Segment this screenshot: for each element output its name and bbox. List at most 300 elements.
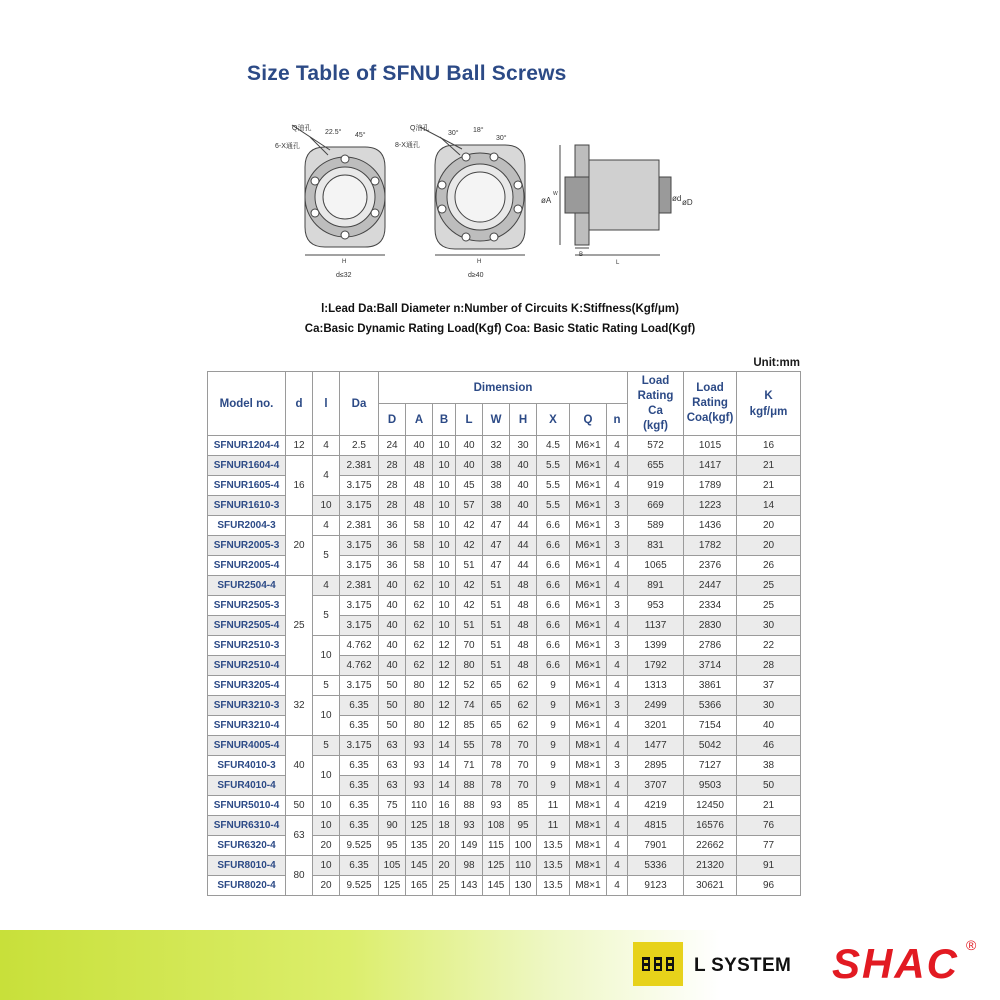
cell-l: 143 bbox=[456, 876, 483, 896]
cell-q: M8×1 bbox=[570, 856, 607, 876]
cell-ca: 2895 bbox=[628, 756, 684, 776]
cell-model: SFUR2004-3 bbox=[208, 516, 286, 536]
cell-d: 40 bbox=[379, 596, 406, 616]
cell-x: 6.6 bbox=[537, 656, 570, 676]
cell-x: 5.5 bbox=[537, 476, 570, 496]
cell-h: 130 bbox=[510, 876, 537, 896]
cell-a: 165 bbox=[406, 876, 433, 896]
cell-h: 62 bbox=[510, 716, 537, 736]
cell-model: SFUR8020-4 bbox=[208, 876, 286, 896]
cell-l: 20 bbox=[313, 876, 340, 896]
cell-a: 62 bbox=[406, 656, 433, 676]
cell-model: SFNUR3210-3 bbox=[208, 696, 286, 716]
cell-n: 4 bbox=[607, 676, 628, 696]
cell-l: 55 bbox=[456, 736, 483, 756]
cell-l: 4 bbox=[313, 456, 340, 496]
cell-l: 10 bbox=[313, 796, 340, 816]
cell-ca: 1313 bbox=[628, 676, 684, 696]
page-title: Size Table of SFNU Ball Screws bbox=[247, 62, 567, 85]
cell-model: SFNUR5010-4 bbox=[208, 796, 286, 816]
header-k-line2: kgf/μm bbox=[749, 405, 788, 418]
cell-n: 4 bbox=[607, 796, 628, 816]
cell-model: SFUR4010-4 bbox=[208, 776, 286, 796]
cell-q: M8×1 bbox=[570, 756, 607, 776]
cell-l: 4 bbox=[313, 576, 340, 596]
cell-coa: 9503 bbox=[684, 776, 737, 796]
header-ca-line2: Rating bbox=[637, 389, 674, 402]
cell-w: 65 bbox=[483, 696, 510, 716]
cell-a: 93 bbox=[406, 756, 433, 776]
cell-a: 40 bbox=[406, 436, 433, 456]
header-dim-n: n bbox=[607, 404, 628, 436]
cell-x: 9 bbox=[537, 736, 570, 756]
cell-n: 3 bbox=[607, 756, 628, 776]
cell-coa: 7154 bbox=[684, 716, 737, 736]
header-dim-q: Q bbox=[570, 404, 607, 436]
cell-coa: 12450 bbox=[684, 796, 737, 816]
cell-d: 50 bbox=[286, 796, 313, 816]
cell-q: M6×1 bbox=[570, 556, 607, 576]
cell-b: 12 bbox=[433, 636, 456, 656]
table-row bbox=[208, 516, 801, 536]
cell-a: 80 bbox=[406, 716, 433, 736]
cell-w: 51 bbox=[483, 616, 510, 636]
table-row bbox=[208, 816, 801, 836]
table-row bbox=[208, 796, 801, 816]
cell-h: 110 bbox=[510, 856, 537, 876]
phi-a-label: øA bbox=[541, 196, 552, 205]
header-coa-line3: Coa(kgf) bbox=[686, 412, 734, 424]
cell-d: 24 bbox=[379, 436, 406, 456]
cell-w: 51 bbox=[483, 576, 510, 596]
cell-a: 62 bbox=[406, 636, 433, 656]
registered-mark: ® bbox=[966, 937, 977, 953]
cell-x: 9 bbox=[537, 696, 570, 716]
cell-k: 25 bbox=[737, 596, 801, 616]
cell-ca: 891 bbox=[628, 576, 684, 596]
w-label: W bbox=[553, 191, 558, 197]
cell-q: M6×1 bbox=[570, 476, 607, 496]
cell-l: 70 bbox=[456, 636, 483, 656]
cell-q: M6×1 bbox=[570, 456, 607, 476]
cell-model: SFNUR2505-4 bbox=[208, 616, 286, 636]
cell-ca: 7901 bbox=[628, 836, 684, 856]
cell-w: 65 bbox=[483, 716, 510, 736]
cell-a: 80 bbox=[406, 696, 433, 716]
side-view-drawing bbox=[560, 145, 671, 255]
cell-h: 62 bbox=[510, 676, 537, 696]
cell-l: 98 bbox=[456, 856, 483, 876]
flange-drawing-small bbox=[292, 125, 385, 255]
cell-ca: 4815 bbox=[628, 816, 684, 836]
header-k-line1: K bbox=[764, 389, 773, 402]
cell-b: 14 bbox=[433, 736, 456, 756]
cell-b: 10 bbox=[433, 496, 456, 516]
cell-q: M6×1 bbox=[570, 636, 607, 656]
cell-da: 4.762 bbox=[340, 636, 379, 656]
cell-k: 25 bbox=[737, 576, 801, 596]
cell-l: 40 bbox=[456, 456, 483, 476]
cell-n: 3 bbox=[607, 536, 628, 556]
cell-ca: 3201 bbox=[628, 716, 684, 736]
cell-da: 6.35 bbox=[340, 856, 379, 876]
h-label-1: H bbox=[342, 259, 347, 265]
cell-d: 63 bbox=[379, 736, 406, 756]
cell-q: M6×1 bbox=[570, 656, 607, 676]
lsystem-logo-icon bbox=[633, 942, 683, 986]
cell-a: 48 bbox=[406, 456, 433, 476]
cell-b: 14 bbox=[433, 756, 456, 776]
table-row bbox=[208, 436, 801, 456]
header-model: Model no. bbox=[208, 372, 286, 436]
cell-model: SFNUR2005-4 bbox=[208, 556, 286, 576]
cell-w: 47 bbox=[483, 556, 510, 576]
cell-l: 51 bbox=[456, 556, 483, 576]
cell-x: 6.6 bbox=[537, 616, 570, 636]
cell-h: 48 bbox=[510, 596, 537, 616]
cell-d: 50 bbox=[379, 696, 406, 716]
cell-b: 12 bbox=[433, 676, 456, 696]
cell-x: 13.5 bbox=[537, 876, 570, 896]
cell-ca: 919 bbox=[628, 476, 684, 496]
cell-h: 48 bbox=[510, 576, 537, 596]
cell-b: 25 bbox=[433, 876, 456, 896]
cell-d: 20 bbox=[286, 516, 313, 576]
cell-d: 90 bbox=[379, 816, 406, 836]
cell-da: 9.525 bbox=[340, 876, 379, 896]
header-dim-b: B bbox=[433, 404, 456, 436]
cell-b: 10 bbox=[433, 556, 456, 576]
cell-b: 10 bbox=[433, 536, 456, 556]
cell-w: 32 bbox=[483, 436, 510, 456]
cell-coa: 1417 bbox=[684, 456, 737, 476]
cell-k: 76 bbox=[737, 816, 801, 836]
header-ca-line3: Ca bbox=[648, 404, 663, 417]
cell-q: M6×1 bbox=[570, 616, 607, 636]
cell-ca: 589 bbox=[628, 516, 684, 536]
cell-a: 93 bbox=[406, 776, 433, 796]
cell-x: 13.5 bbox=[537, 856, 570, 876]
cell-q: M8×1 bbox=[570, 816, 607, 836]
table-row bbox=[208, 456, 801, 476]
legend-line-2: Ca:Basic Dynamic Rating Load(Kgf) Coa: Basic Static Rating Load(Kgf) bbox=[304, 323, 696, 335]
cell-d: 125 bbox=[379, 876, 406, 896]
cell-l: 52 bbox=[456, 676, 483, 696]
cell-b: 12 bbox=[433, 696, 456, 716]
cell-l: 10 bbox=[313, 636, 340, 676]
cell-w: 108 bbox=[483, 816, 510, 836]
header-d: d bbox=[286, 372, 313, 436]
eight-x-label: 8-X通孔 bbox=[395, 142, 420, 149]
cell-l: 45 bbox=[456, 476, 483, 496]
cell-x: 5.5 bbox=[537, 496, 570, 516]
cell-b: 10 bbox=[433, 456, 456, 476]
cell-d: 105 bbox=[379, 856, 406, 876]
cell-l: 20 bbox=[313, 836, 340, 856]
cell-w: 51 bbox=[483, 596, 510, 616]
cell-model: SFNUR3205-4 bbox=[208, 676, 286, 696]
cell-ca: 953 bbox=[628, 596, 684, 616]
table-row bbox=[208, 576, 801, 596]
cell-model: SFNUR6310-4 bbox=[208, 816, 286, 836]
header-k bbox=[737, 372, 801, 436]
cell-x: 6.6 bbox=[537, 536, 570, 556]
cell-k: 46 bbox=[737, 736, 801, 756]
cell-da: 6.35 bbox=[340, 716, 379, 736]
cell-k: 28 bbox=[737, 656, 801, 676]
cell-h: 48 bbox=[510, 616, 537, 636]
cell-w: 38 bbox=[483, 456, 510, 476]
cell-coa: 1436 bbox=[684, 516, 737, 536]
cell-l: 10 bbox=[313, 856, 340, 876]
cell-k: 20 bbox=[737, 516, 801, 536]
cell-q: M8×1 bbox=[570, 736, 607, 756]
cell-coa: 2830 bbox=[684, 616, 737, 636]
cell-da: 2.381 bbox=[340, 516, 379, 536]
table-row bbox=[208, 676, 801, 696]
cell-a: 93 bbox=[406, 736, 433, 756]
q-hole-label-1: Q油孔 bbox=[292, 125, 312, 132]
angle-label-4: 18° bbox=[473, 127, 484, 134]
cell-l: 88 bbox=[456, 776, 483, 796]
cell-x: 11 bbox=[537, 796, 570, 816]
cell-q: M6×1 bbox=[570, 576, 607, 596]
cell-a: 125 bbox=[406, 816, 433, 836]
cell-q: M8×1 bbox=[570, 776, 607, 796]
header-dimension: Dimension bbox=[379, 372, 628, 404]
cell-da: 2.381 bbox=[340, 576, 379, 596]
cell-k: 50 bbox=[737, 776, 801, 796]
cell-l: 10 bbox=[313, 816, 340, 836]
cell-da: 3.175 bbox=[340, 596, 379, 616]
cell-da: 9.525 bbox=[340, 836, 379, 856]
cell-l: 5 bbox=[313, 536, 340, 576]
cell-w: 78 bbox=[483, 736, 510, 756]
cell-ca: 3707 bbox=[628, 776, 684, 796]
cell-h: 44 bbox=[510, 516, 537, 536]
cell-n: 4 bbox=[607, 816, 628, 836]
cell-n: 4 bbox=[607, 856, 628, 876]
cell-l: 10 bbox=[313, 496, 340, 516]
cell-coa: 1015 bbox=[684, 436, 737, 456]
cell-n: 4 bbox=[607, 456, 628, 476]
cell-coa: 2376 bbox=[684, 556, 737, 576]
cell-l: 4 bbox=[313, 516, 340, 536]
cell-a: 58 bbox=[406, 556, 433, 576]
cell-coa: 21320 bbox=[684, 856, 737, 876]
cell-l: 74 bbox=[456, 696, 483, 716]
cell-x: 6.6 bbox=[537, 636, 570, 656]
header-ca-line4: (kgf) bbox=[643, 419, 668, 432]
lsystem-logo-text: L SYSTEM bbox=[694, 955, 792, 976]
cell-l: 5 bbox=[313, 676, 340, 696]
cell-da: 3.175 bbox=[340, 556, 379, 576]
cell-a: 48 bbox=[406, 496, 433, 516]
unit-label: Unit:mm bbox=[753, 357, 800, 369]
cell-b: 10 bbox=[433, 596, 456, 616]
cell-w: 38 bbox=[483, 476, 510, 496]
cell-model: SFNUR1605-4 bbox=[208, 476, 286, 496]
cell-d: 40 bbox=[379, 616, 406, 636]
size-table bbox=[207, 371, 801, 896]
cell-coa: 22662 bbox=[684, 836, 737, 856]
cell-model: SFNUR1610-3 bbox=[208, 496, 286, 516]
cell-ca: 2499 bbox=[628, 696, 684, 716]
b-label: B bbox=[579, 252, 584, 258]
cell-d: 50 bbox=[379, 676, 406, 696]
cell-a: 110 bbox=[406, 796, 433, 816]
cell-da: 3.175 bbox=[340, 676, 379, 696]
cell-da: 3.175 bbox=[340, 736, 379, 756]
cell-h: 48 bbox=[510, 656, 537, 676]
cell-coa: 1782 bbox=[684, 536, 737, 556]
cell-l: 51 bbox=[456, 616, 483, 636]
cell-model: SFNUR2510-4 bbox=[208, 656, 286, 676]
cell-x: 9 bbox=[537, 756, 570, 776]
cell-ca: 831 bbox=[628, 536, 684, 556]
cell-coa: 5042 bbox=[684, 736, 737, 756]
cell-ca: 1399 bbox=[628, 636, 684, 656]
cell-ca: 9123 bbox=[628, 876, 684, 896]
cell-da: 2.5 bbox=[340, 436, 379, 456]
cell-model: SFNUR2510-3 bbox=[208, 636, 286, 656]
cell-q: M6×1 bbox=[570, 436, 607, 456]
header-dim-d: D bbox=[379, 404, 406, 436]
cell-x: 6.6 bbox=[537, 596, 570, 616]
cell-k: 96 bbox=[737, 876, 801, 896]
cell-a: 62 bbox=[406, 576, 433, 596]
cell-coa: 2447 bbox=[684, 576, 737, 596]
cond-label-1: d≤32 bbox=[336, 272, 352, 279]
cell-coa: 16576 bbox=[684, 816, 737, 836]
cell-n: 4 bbox=[607, 716, 628, 736]
cell-ca: 1137 bbox=[628, 616, 684, 636]
header-dim-a: A bbox=[406, 404, 433, 436]
cell-d: 75 bbox=[379, 796, 406, 816]
cell-da: 3.175 bbox=[340, 616, 379, 636]
cell-w: 78 bbox=[483, 756, 510, 776]
cell-b: 10 bbox=[433, 516, 456, 536]
cell-h: 85 bbox=[510, 796, 537, 816]
cell-x: 13.5 bbox=[537, 836, 570, 856]
cell-d: 32 bbox=[286, 676, 313, 736]
cell-k: 38 bbox=[737, 756, 801, 776]
cell-k: 21 bbox=[737, 796, 801, 816]
cell-h: 62 bbox=[510, 696, 537, 716]
cell-w: 93 bbox=[483, 796, 510, 816]
cell-n: 4 bbox=[607, 576, 628, 596]
cell-q: M6×1 bbox=[570, 696, 607, 716]
cell-d: 12 bbox=[286, 436, 313, 456]
cell-k: 22 bbox=[737, 636, 801, 656]
cell-ca: 655 bbox=[628, 456, 684, 476]
cond-label-2: d≥40 bbox=[468, 272, 484, 279]
cell-k: 37 bbox=[737, 676, 801, 696]
cell-l: 4 bbox=[313, 436, 340, 456]
cell-l: 85 bbox=[456, 716, 483, 736]
cell-w: 65 bbox=[483, 676, 510, 696]
cell-d: 28 bbox=[379, 496, 406, 516]
cell-b: 10 bbox=[433, 576, 456, 596]
cell-k: 30 bbox=[737, 616, 801, 636]
cell-n: 3 bbox=[607, 496, 628, 516]
cell-q: M8×1 bbox=[570, 836, 607, 856]
cell-b: 14 bbox=[433, 776, 456, 796]
cell-n: 3 bbox=[607, 696, 628, 716]
cell-da: 6.35 bbox=[340, 796, 379, 816]
cell-n: 4 bbox=[607, 776, 628, 796]
cell-h: 100 bbox=[510, 836, 537, 856]
cell-n: 4 bbox=[607, 436, 628, 456]
cell-h: 70 bbox=[510, 736, 537, 756]
cell-q: M8×1 bbox=[570, 876, 607, 896]
cell-k: 21 bbox=[737, 476, 801, 496]
cell-x: 6.6 bbox=[537, 556, 570, 576]
cell-b: 10 bbox=[433, 476, 456, 496]
cell-a: 58 bbox=[406, 516, 433, 536]
cell-h: 44 bbox=[510, 536, 537, 556]
shac-logo: SHAC bbox=[832, 940, 960, 987]
cell-h: 30 bbox=[510, 436, 537, 456]
cell-x: 11 bbox=[537, 816, 570, 836]
cell-d: 28 bbox=[379, 476, 406, 496]
cell-b: 10 bbox=[433, 436, 456, 456]
technical-drawings bbox=[270, 115, 700, 280]
cell-a: 135 bbox=[406, 836, 433, 856]
cell-x: 5.5 bbox=[537, 456, 570, 476]
header-coa bbox=[684, 372, 737, 436]
cell-l: 71 bbox=[456, 756, 483, 776]
header-ca-line1: Load bbox=[641, 374, 670, 387]
cell-ca: 5336 bbox=[628, 856, 684, 876]
cell-d: 36 bbox=[379, 516, 406, 536]
table-row bbox=[208, 856, 801, 876]
cell-n: 3 bbox=[607, 516, 628, 536]
cell-a: 80 bbox=[406, 676, 433, 696]
cell-a: 62 bbox=[406, 596, 433, 616]
cell-w: 145 bbox=[483, 876, 510, 896]
phi-d-label: ød bbox=[672, 194, 682, 203]
table-row bbox=[208, 736, 801, 756]
header-dim-x: X bbox=[537, 404, 570, 436]
cell-coa: 2786 bbox=[684, 636, 737, 656]
cell-n: 4 bbox=[607, 556, 628, 576]
cell-q: M6×1 bbox=[570, 536, 607, 556]
header-coa-line1: Load bbox=[696, 382, 724, 394]
cell-h: 70 bbox=[510, 776, 537, 796]
cell-l: 42 bbox=[456, 576, 483, 596]
cell-model: SFUR2504-4 bbox=[208, 576, 286, 596]
cell-b: 20 bbox=[433, 836, 456, 856]
flange-drawing-large bbox=[420, 127, 525, 255]
cell-l: 42 bbox=[456, 596, 483, 616]
six-x-label: 6-X通孔 bbox=[275, 143, 300, 150]
h-label-2: H bbox=[477, 259, 482, 265]
angle-label-1: 22.5° bbox=[325, 129, 342, 136]
cell-h: 40 bbox=[510, 476, 537, 496]
cell-model: SFNUR1204-4 bbox=[208, 436, 286, 456]
cell-n: 4 bbox=[607, 876, 628, 896]
cell-coa: 3861 bbox=[684, 676, 737, 696]
cell-w: 47 bbox=[483, 516, 510, 536]
angle-label-3: 30° bbox=[448, 130, 459, 137]
header-ca bbox=[628, 372, 684, 436]
cell-n: 4 bbox=[607, 616, 628, 636]
cell-l: 93 bbox=[456, 816, 483, 836]
cell-q: M6×1 bbox=[570, 496, 607, 516]
cell-q: M6×1 bbox=[570, 596, 607, 616]
cell-da: 6.35 bbox=[340, 756, 379, 776]
